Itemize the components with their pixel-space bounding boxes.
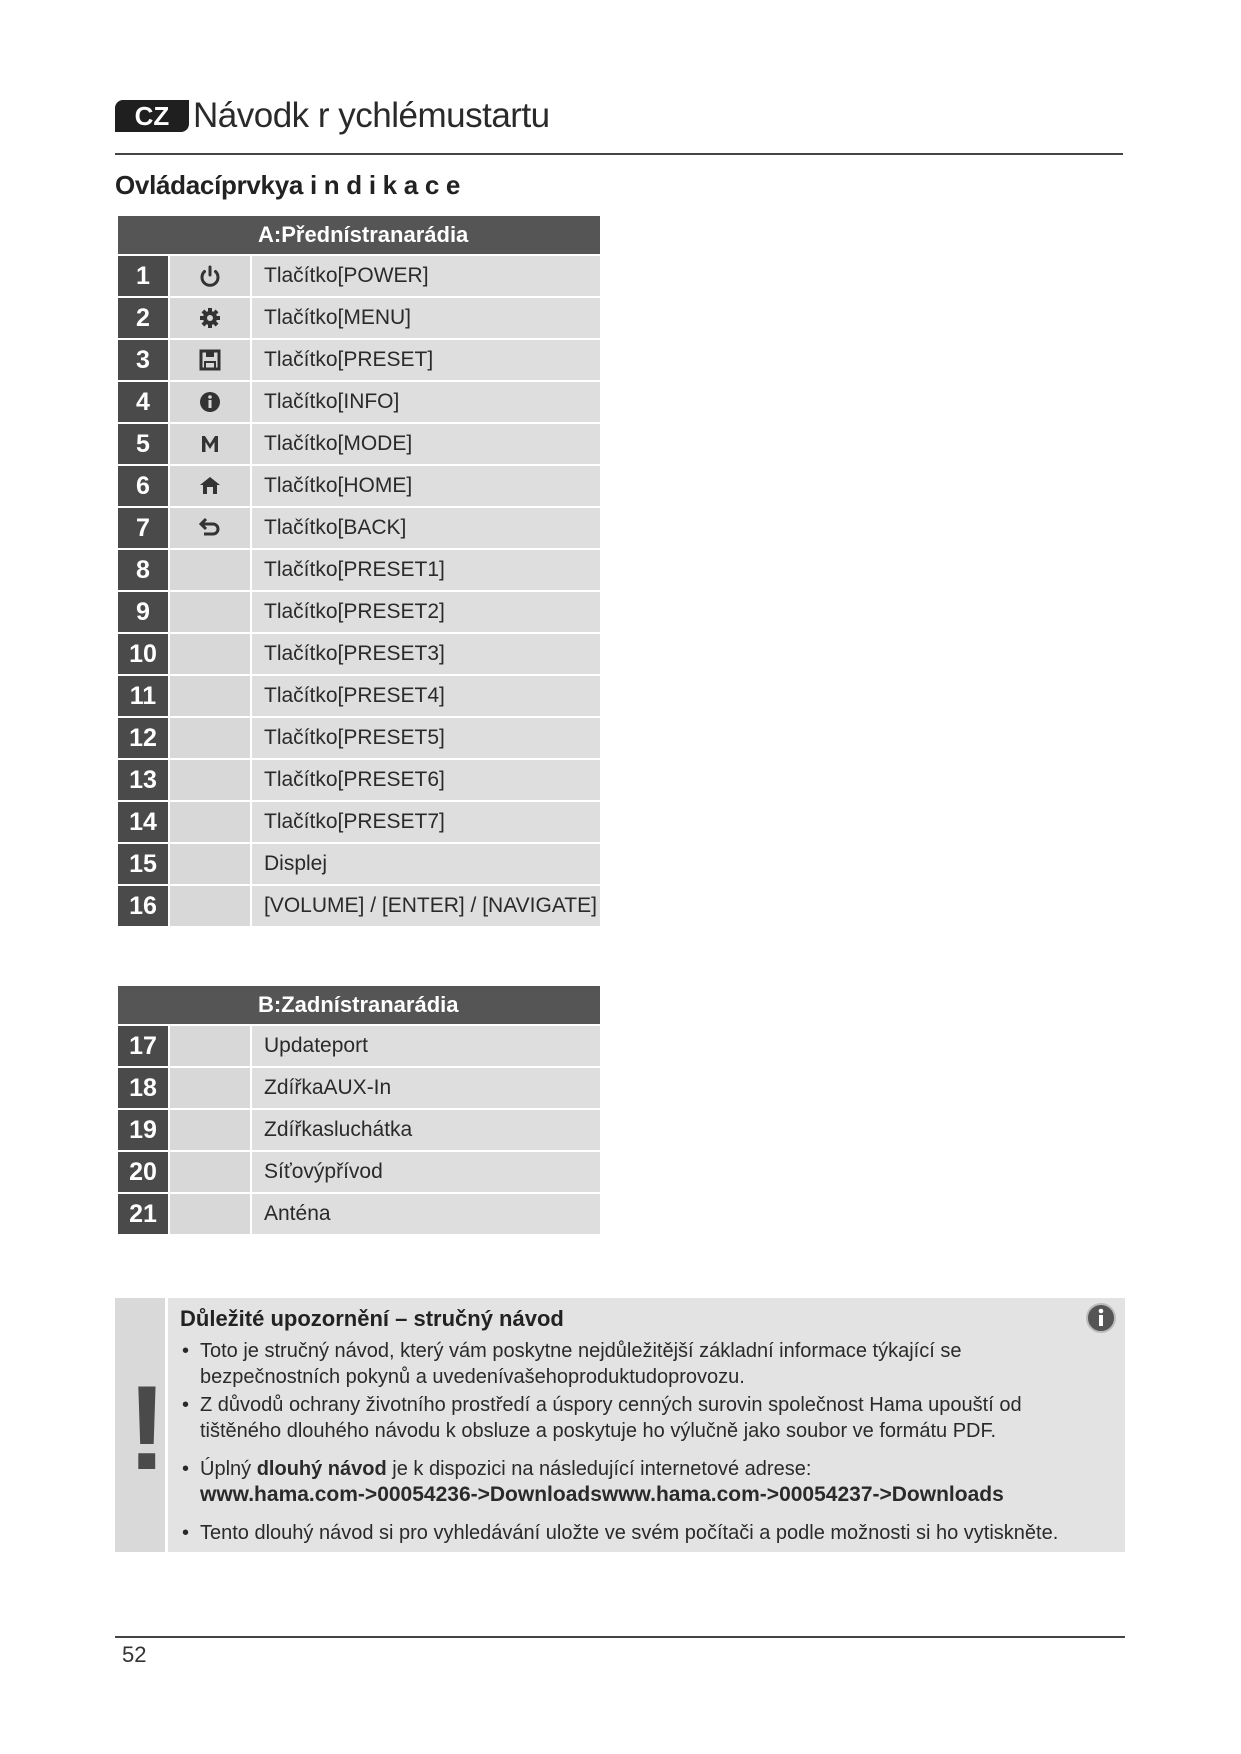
row-number: 1: [118, 256, 168, 296]
language-badge: CZ: [115, 100, 189, 132]
bullet-strong-text: dlouhý návod: [256, 1458, 387, 1480]
row-number: 10: [118, 634, 168, 674]
section-title: Ovládacíprvkya i n d i k a c e: [115, 170, 461, 200]
row-label: Displej: [252, 844, 600, 884]
bullet-text: je k dispozici na následující internetové adrese:: [386, 1458, 812, 1480]
note-bullet: • Toto je stručný návod, který vám poskytne nejdůležitější základní informace týkající se bezpečnostních pokynů a uvedenívašehoproduktudoprovozu.: [180, 1338, 1095, 1390]
row-label: Tlačítko[PRESET1]: [252, 550, 600, 590]
row-number: 4: [118, 382, 168, 422]
row-label: Anténa: [252, 1194, 600, 1234]
row-number: 19: [118, 1110, 168, 1150]
row-label: Tlačítko[PRESET4]: [252, 676, 600, 716]
row-number: 7: [118, 508, 168, 548]
table-row: [118, 634, 600, 674]
page-header: [115, 92, 1123, 152]
controls-table-front: [118, 216, 600, 928]
row-number: 20: [118, 1152, 168, 1192]
bullet-text: Úplný: [200, 1458, 257, 1480]
row-number: 5: [118, 424, 168, 464]
table-row: [118, 802, 600, 842]
row-label: Tlačítko[POWER]: [252, 256, 600, 296]
table-row: [118, 382, 600, 422]
row-label: Tlačítko[BACK]: [252, 508, 600, 548]
row-number: 3: [118, 340, 168, 380]
row-number: 14: [118, 802, 168, 842]
table-row: [118, 550, 600, 590]
row-label: Tlačítko[PRESET7]: [252, 802, 600, 842]
row-number: 2: [118, 298, 168, 338]
row-number: 17: [118, 1026, 168, 1066]
page-number: 52: [122, 1642, 147, 1667]
row-label: Tlačítko[MENU]: [252, 298, 600, 338]
table-row: [118, 718, 600, 758]
note-bullet: • Z důvodů ochrany životního prostředí a úspory cenných surovin společnost Hama upouští od tištěného dlouhého návodu k obsluze a poskytuje ho výlučně jako soubor ve formátu PDF.: [180, 1392, 1095, 1444]
back-arrow-icon: [198, 516, 222, 540]
table-row: [118, 1110, 600, 1150]
note-bullet: • Tento dlouhý návod si pro vyhledávání uložte ve svém počítači a podle možnosti si ho vytiskněte.: [180, 1520, 1095, 1546]
row-label: Updateport: [252, 1026, 600, 1066]
table-heading: B:Zadnístranarádia: [118, 986, 600, 1024]
row-number: 6: [118, 466, 168, 506]
header-divider: [115, 153, 1123, 155]
row-number: 16: [118, 886, 168, 926]
table-row: [118, 1152, 600, 1192]
row-number: 13: [118, 760, 168, 800]
floppy-save-icon: [198, 348, 222, 372]
table-row: [118, 1026, 600, 1066]
footer-divider: [115, 1636, 1125, 1638]
row-label: Tlačítko[PRESET]: [252, 340, 600, 380]
table-row: [118, 298, 600, 338]
row-number: 18: [118, 1068, 168, 1108]
controls-table-rear: [118, 986, 600, 1236]
table-row: [118, 508, 600, 548]
power-icon: [198, 264, 222, 288]
table-row: [118, 1068, 600, 1108]
info-icon: [198, 390, 222, 414]
page-title: Návodk r ychlémustartu: [193, 96, 550, 135]
note-side-bar: [115, 1298, 168, 1552]
note-title: Důležité upozornění – stručný návod: [180, 1306, 564, 1331]
row-label: Tlačítko[HOME]: [252, 466, 600, 506]
row-number: 11: [118, 676, 168, 716]
row-label: Zdířkasluchátka: [252, 1110, 600, 1150]
important-note-box: [115, 1298, 1125, 1552]
row-number: 9: [118, 592, 168, 632]
row-number: 15: [118, 844, 168, 884]
mode-m-icon: [198, 432, 222, 456]
row-label: Tlačítko[MODE]: [252, 424, 600, 464]
exclamation-mark: !: [127, 1361, 167, 1495]
table-row: [118, 256, 600, 296]
row-number: 12: [118, 718, 168, 758]
table-row: [118, 886, 600, 926]
table-row: [118, 424, 600, 464]
download-urls: www.hama.com->00054236->Downloadswww.hama.com->00054237->Downloads: [200, 1483, 1004, 1506]
home-icon: [198, 474, 222, 498]
row-label: Tlačítko[INFO]: [252, 382, 600, 422]
gear-icon: [198, 306, 222, 330]
table-row: [118, 844, 600, 884]
row-label: Síťovýpřívod: [252, 1152, 600, 1192]
row-number: 8: [118, 550, 168, 590]
table-heading: A:Přednístranarádia: [118, 216, 600, 254]
row-number: 21: [118, 1194, 168, 1234]
row-label: [VOLUME] / [ENTER] / [NAVIGATE]: [252, 886, 600, 926]
table-row: [118, 466, 600, 506]
note-bullet: [180, 1456, 1095, 1508]
table-row: [118, 340, 600, 380]
row-label: Tlačítko[PRESET6]: [252, 760, 600, 800]
row-label: Tlačítko[PRESET3]: [252, 634, 600, 674]
row-label: Tlačítko[PRESET5]: [252, 718, 600, 758]
row-label: Tlačítko[PRESET2]: [252, 592, 600, 632]
row-label: ZdířkaAUX-In: [252, 1068, 600, 1108]
table-row: [118, 1194, 600, 1234]
table-row: [118, 592, 600, 632]
table-row: [118, 676, 600, 716]
table-row: [118, 760, 600, 800]
